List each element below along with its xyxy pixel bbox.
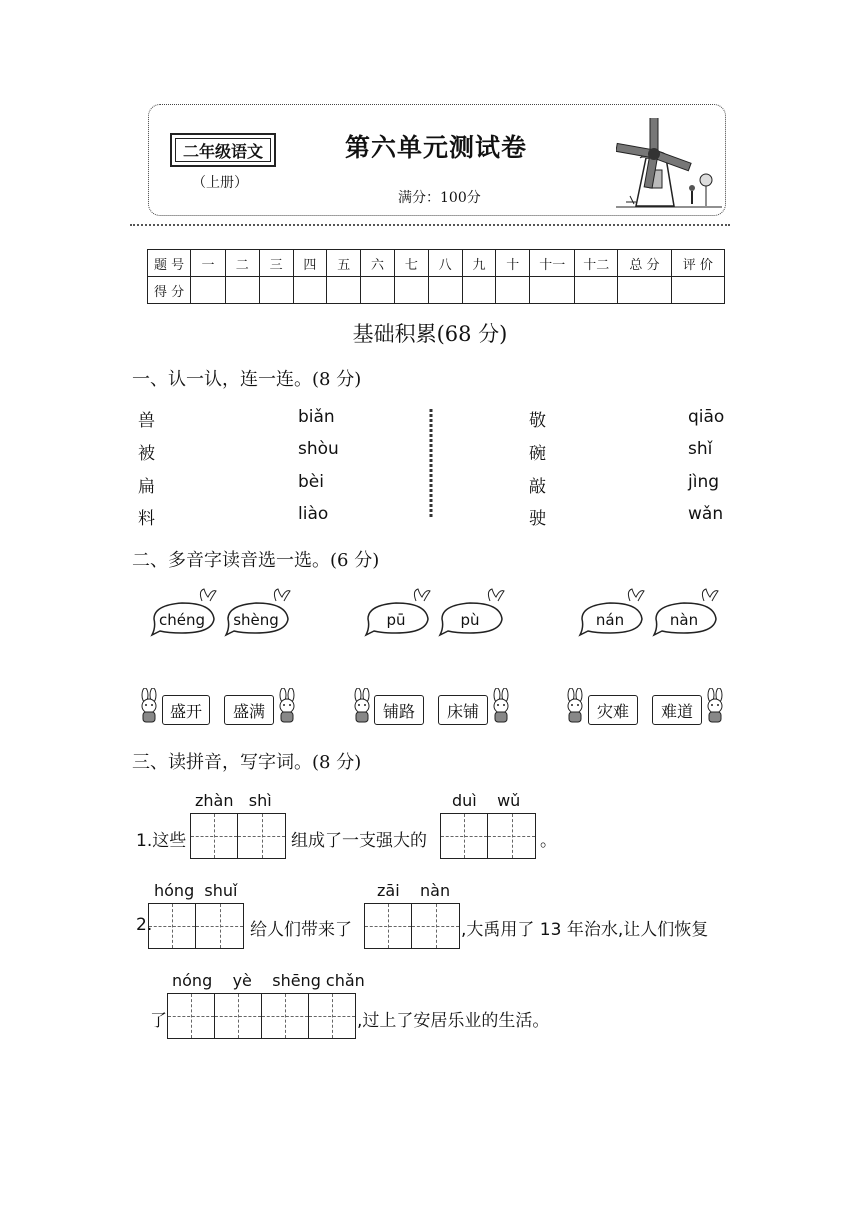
table-cell: 三 xyxy=(259,250,293,277)
score-input-cell[interactable] xyxy=(530,277,575,304)
right-char: 碗 xyxy=(529,444,546,464)
writing-grid[interactable] xyxy=(190,813,286,859)
score-input-cell[interactable] xyxy=(225,277,259,304)
score-input-cell[interactable] xyxy=(618,277,671,304)
section1-title: 一、认一认，连一连。(8 分) xyxy=(132,369,362,390)
score-input-cell[interactable] xyxy=(327,277,361,304)
left-char: 料 xyxy=(138,509,155,529)
table-cell: 一 xyxy=(191,250,226,277)
chain-divider xyxy=(428,407,434,521)
writing-grid[interactable] xyxy=(364,903,460,949)
table-cell: 四 xyxy=(293,250,327,277)
table-cell: 评 价 xyxy=(671,250,724,277)
pinyin-option[interactable] xyxy=(220,587,294,637)
left-char: 兽 xyxy=(138,411,155,431)
pinyin-option[interactable] xyxy=(574,587,648,637)
score-input-cell[interactable] xyxy=(394,277,428,304)
left-pinyin: bèi xyxy=(298,472,324,492)
score-table xyxy=(147,249,725,304)
full-score: 满分：100分 xyxy=(398,190,481,206)
writing-grid[interactable] xyxy=(167,993,356,1039)
question-text: 给人们带来了 xyxy=(250,920,352,940)
score-input-cell[interactable] xyxy=(671,277,724,304)
score-input-cell[interactable] xyxy=(462,277,496,304)
table-cell: 总 分 xyxy=(618,250,671,277)
score-input-cell[interactable] xyxy=(496,277,530,304)
right-char: 敲 xyxy=(529,477,546,497)
word-card: 铺路 xyxy=(374,695,424,725)
question-text: 了 xyxy=(150,1011,167,1031)
pinyin-option[interactable] xyxy=(360,587,434,637)
pinyin-hint: zāi nàn xyxy=(377,881,451,900)
right-pinyin: shǐ xyxy=(688,439,713,459)
question-text: 组成了一支强大的 xyxy=(291,831,427,851)
table-cell: 题 号 xyxy=(148,250,191,277)
exam-title: 第六单元测试卷 xyxy=(345,133,528,162)
left-char: 被 xyxy=(138,444,155,464)
score-input-cell[interactable] xyxy=(191,277,226,304)
section2-title: 二、多音字读音选一选。(6 分) xyxy=(132,550,380,571)
table-cell: 九 xyxy=(462,250,496,277)
word-card: 灾难 xyxy=(588,695,638,725)
score-table-header-row xyxy=(148,250,725,277)
right-char: 驶 xyxy=(529,509,546,529)
pinyin-option-label: shèng xyxy=(233,611,279,629)
score-input-cell[interactable] xyxy=(428,277,462,304)
table-cell: 十一 xyxy=(530,250,575,277)
table-cell: 八 xyxy=(428,250,462,277)
bunny-icon xyxy=(702,688,728,724)
left-char: 扁 xyxy=(138,477,155,497)
left-pinyin: liào xyxy=(298,504,329,524)
writing-grid[interactable] xyxy=(440,813,536,859)
right-pinyin: qiāo xyxy=(688,407,725,427)
table-cell: 十 xyxy=(496,250,530,277)
bunny-icon xyxy=(349,688,375,724)
question-text: 。 xyxy=(540,831,557,851)
table-cell: 七 xyxy=(394,250,428,277)
pinyin-hint: hóng shuǐ xyxy=(154,881,238,900)
question-text: 2. xyxy=(136,915,153,935)
score-input-cell[interactable] xyxy=(293,277,327,304)
right-char: 敬 xyxy=(529,411,546,431)
right-pinyin: jìng xyxy=(688,472,720,492)
pinyin-option-label: nán xyxy=(595,611,625,629)
word-card: 床铺 xyxy=(438,695,488,725)
right-pinyin: wǎn xyxy=(688,504,724,524)
score-input-cell[interactable] xyxy=(361,277,395,304)
score-input-cell[interactable] xyxy=(575,277,618,304)
header-divider xyxy=(130,224,730,226)
table-cell: 十二 xyxy=(575,250,618,277)
pinyin-hint: zhàn shì xyxy=(195,791,272,810)
bunny-icon xyxy=(136,688,162,724)
left-pinyin: shòu xyxy=(298,439,339,459)
bunny-icon xyxy=(488,688,514,724)
pinyin-option-label: nàn xyxy=(669,611,699,629)
pinyin-option[interactable] xyxy=(648,587,722,637)
word-card: 盛满 xyxy=(224,695,274,725)
question-text: ,大禹用了 13 年治水,让人们恢复 xyxy=(461,920,709,940)
question-text: 1.这些 xyxy=(136,831,187,851)
pinyin-option[interactable] xyxy=(146,587,220,637)
grade-label: 二年级语文 xyxy=(170,133,276,167)
bunny-icon xyxy=(274,688,300,724)
section3-title: 三、读拼音，写字词。(8 分) xyxy=(132,752,362,773)
word-card: 难道 xyxy=(652,695,702,725)
basics-title: 基础积累(68 分) xyxy=(352,322,508,346)
volume-label: （上册） xyxy=(192,175,248,191)
pinyin-hint: duì wǔ xyxy=(452,791,521,810)
pinyin-option[interactable] xyxy=(434,587,508,637)
table-cell: 得 分 xyxy=(148,277,191,304)
pinyin-option-label: chéng xyxy=(158,611,205,629)
table-cell: 六 xyxy=(361,250,395,277)
score-input-cell[interactable] xyxy=(259,277,293,304)
pinyin-option-label: pù xyxy=(460,611,480,629)
pinyin-hint: nóng yè shēng chǎn xyxy=(172,971,365,990)
windmill-icon xyxy=(616,118,722,210)
left-pinyin: biǎn xyxy=(298,407,335,427)
bunny-icon xyxy=(562,688,588,724)
writing-grid[interactable] xyxy=(148,903,244,949)
score-table-score-row xyxy=(148,277,725,304)
table-cell: 五 xyxy=(327,250,361,277)
word-card: 盛开 xyxy=(162,695,210,725)
pinyin-option-label: pū xyxy=(386,611,406,629)
table-cell: 二 xyxy=(225,250,259,277)
question-text: ,过上了安居乐业的生活。 xyxy=(357,1011,550,1031)
